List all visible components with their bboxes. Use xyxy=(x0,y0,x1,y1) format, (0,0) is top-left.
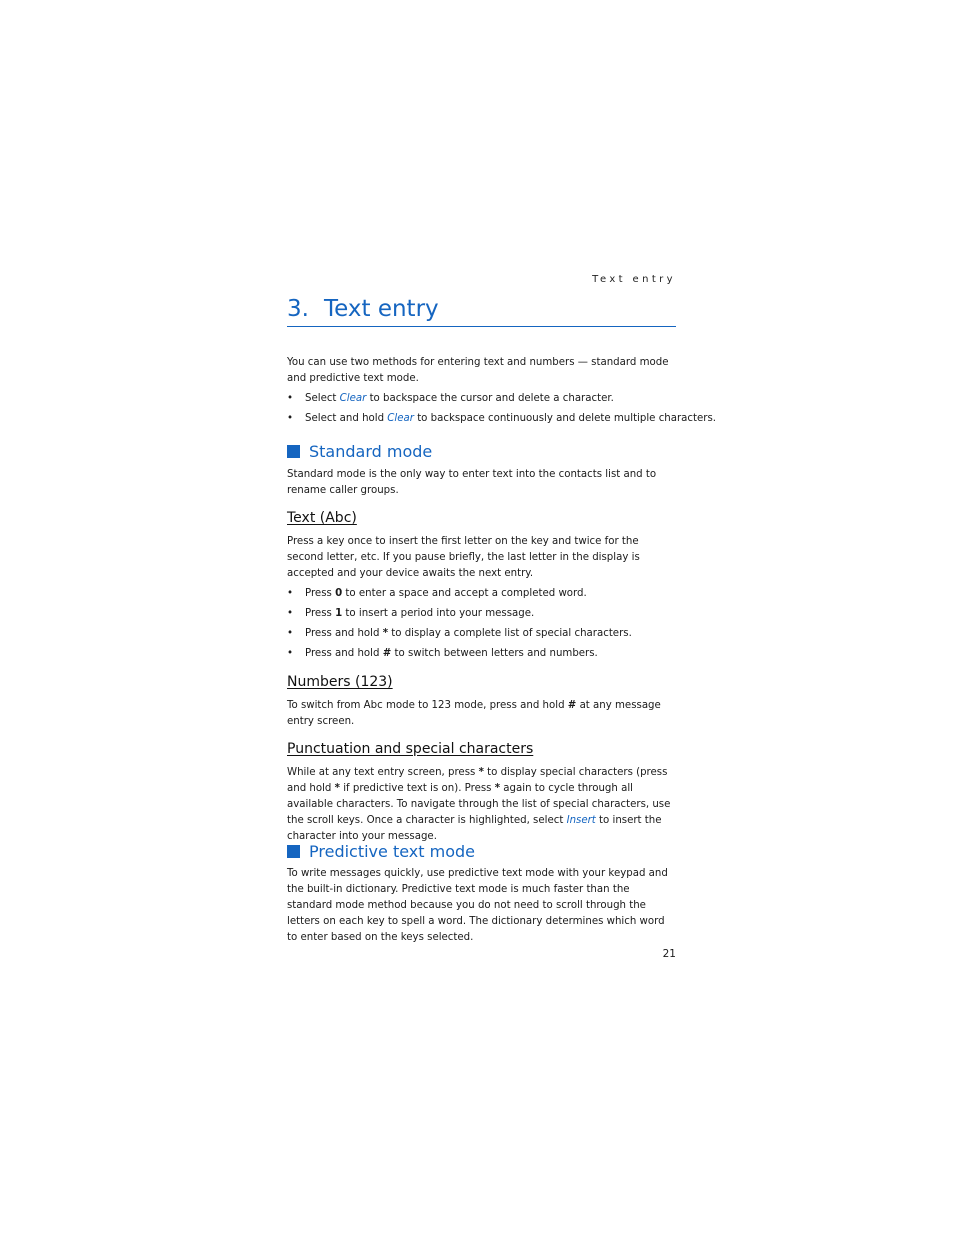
numbers-text: To switch from Abc mode to 123 mode, press and hold xyxy=(287,700,568,711)
intro-paragraph: You can use two methods for entering text and numbers — standard mode and predictive text mode. xyxy=(287,357,669,384)
bullet-text: Press and hold xyxy=(305,648,383,659)
list-item xyxy=(287,411,717,431)
text-abc-bullets xyxy=(287,586,677,666)
section-title-predictive-text-mode xyxy=(287,842,677,861)
ui-term-insert: Insert xyxy=(566,815,596,826)
list-item xyxy=(287,391,677,411)
section-title-standard-mode xyxy=(287,442,677,461)
bullet-text: Press xyxy=(305,608,336,619)
numbers-text: at any message xyxy=(576,700,661,711)
predictive-paragraph: To write messages quickly, use predictive text mode with your keypad and the built-in dictionary. Predictive text mode is much faster than the standard mode method because you do not need to scroll through the letters on each key to spell a word. The dictionary determines which word to enter based on the keys selected. xyxy=(287,868,668,943)
punctuation-paragraph xyxy=(287,765,677,845)
punctuation-text: to insert the character into your message. xyxy=(287,815,662,842)
list-item xyxy=(287,586,677,606)
intro-bullets xyxy=(287,391,717,431)
list-item xyxy=(287,646,677,666)
punctuation-text: While at any text entry screen, press xyxy=(287,767,479,778)
punctuation-text: if predictive text is on). Press xyxy=(339,783,495,794)
section-title-text: Predictive text mode xyxy=(309,842,475,861)
bullet-text: to switch between letters and numbers. xyxy=(391,648,598,659)
key-label: 0 xyxy=(335,588,343,599)
chapter-title-text: Text entry xyxy=(324,296,439,322)
page-number: 21 xyxy=(662,948,676,960)
key-label: 1 xyxy=(335,608,343,619)
standard-mode-paragraph: Standard mode is the only way to enter text into the contacts list and to rename caller groups. xyxy=(287,469,657,496)
numbers-section xyxy=(287,698,677,730)
key-label: * xyxy=(382,628,389,639)
section-title-text: Standard mode xyxy=(309,442,433,461)
key-label: * xyxy=(494,783,501,794)
punctuation-section xyxy=(287,765,677,845)
punctuation-text: again to cycle through all available characters. To navigate through the list of special characters, use the scroll keys. Once a character is highlighted, select xyxy=(287,783,671,826)
standard-mode-section xyxy=(287,467,677,499)
chapter-number: 3. xyxy=(287,296,309,322)
bullet-text: Press xyxy=(305,588,336,599)
bullet-text: to enter a space and accept a completed word. xyxy=(342,588,587,599)
numbers-paragraph xyxy=(287,698,677,730)
ui-term-clear: Clear xyxy=(387,413,414,424)
running-head: Text entry xyxy=(592,274,676,285)
bullet-text: to backspace the cursor and delete a character. xyxy=(366,393,614,404)
text-abc-section xyxy=(287,534,677,666)
bullet-text: Press and hold xyxy=(305,628,383,639)
bullet-text: Select and hold xyxy=(305,413,388,424)
list-item xyxy=(287,626,677,646)
bullet-text: to insert a period into your message. xyxy=(342,608,535,619)
punctuation-text: to display special characters (press and hold xyxy=(287,767,668,794)
subsection-title-text-abc: Text (Abc) xyxy=(287,510,357,526)
ui-term-clear: Clear xyxy=(339,393,367,404)
key-label: # xyxy=(382,648,392,659)
text-abc-paragraph: Press a key once to insert the first letter on the key and twice for the second letter, etc. If you pause briefly, the last letter in the display is accepted and your device awaits the next entry. xyxy=(287,536,640,579)
section-square-icon xyxy=(287,445,300,458)
bullet-text: to display a complete list of special characters. xyxy=(388,628,632,639)
bullet-text: Select xyxy=(305,393,340,404)
key-label: # xyxy=(567,700,577,711)
subsection-title-punctuation: Punctuation and special characters xyxy=(287,741,534,757)
numbers-text: entry screen. xyxy=(287,716,355,727)
list-item xyxy=(287,606,677,626)
section-square-icon xyxy=(287,845,300,858)
key-label: * xyxy=(334,783,340,794)
intro-section xyxy=(287,355,717,431)
chapter-title xyxy=(287,296,676,327)
bullet-text: to backspace continuously and delete multiple characters. xyxy=(413,413,717,424)
key-label: * xyxy=(478,767,484,778)
predictive-section xyxy=(287,866,677,946)
subsection-title-numbers: Numbers (123) xyxy=(287,674,393,690)
